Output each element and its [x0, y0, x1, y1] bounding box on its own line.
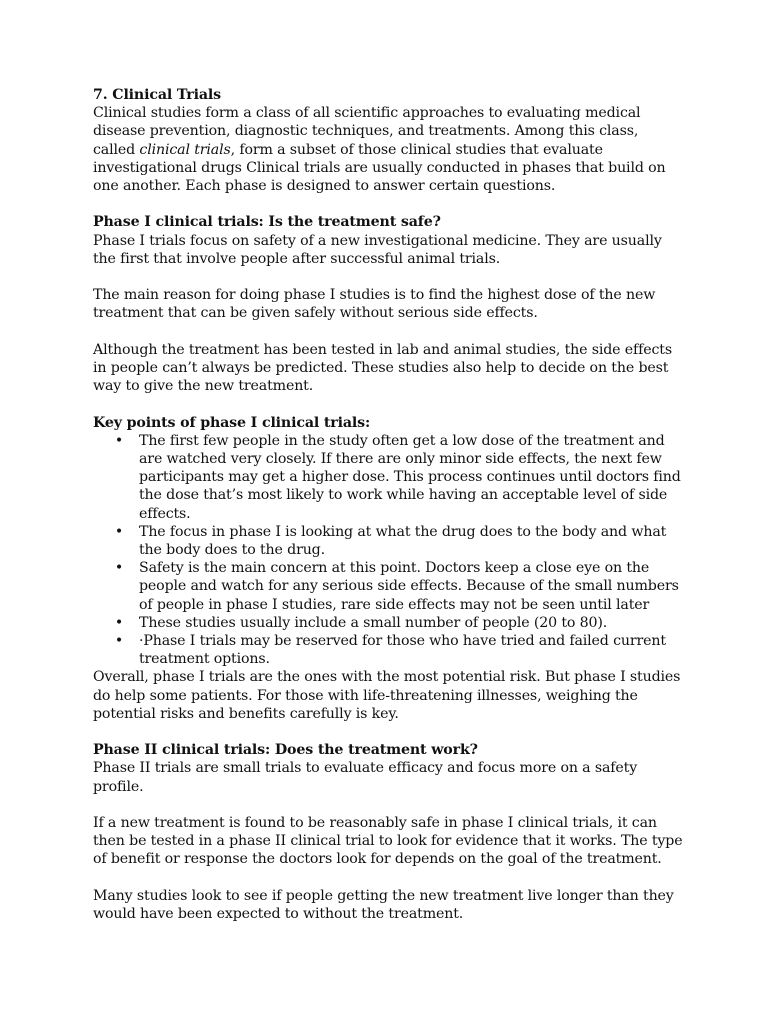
bullet-icon: • — [114, 560, 124, 577]
list-item — [93, 614, 683, 632]
document-page — [93, 86, 683, 941]
phase1-paragraph-2: The main reason for doing phase I studies is to find the highest dose of the new treatment that can be given safely without serious side effects. — [93, 287, 656, 322]
list-item-text: ·Phase I trials may be reserved for those who have tried and failed current treatment options. — [139, 633, 666, 668]
bullet-icon: • — [114, 523, 124, 540]
phase1-intro — [93, 213, 683, 268]
intro-text-part2: , form a subset of those clinical studies that evaluate investigational drugs Clinical trials are usually conducted in phases that build on one another. Each phase is designed to answer certain questions. — [93, 141, 666, 195]
phase2-paragraph-3: Many studies look to see if people getting the new treatment live longer than they would have been expected to without the treatment. — [93, 887, 674, 923]
phase2-paragraph-1: Phase II trials are small trials to evaluate efficacy and focus more on a safety profile. — [93, 760, 638, 795]
bullet-icon: • — [114, 633, 124, 650]
list-item-text: The focus in phase I is looking at what the drug does to the body and what the body does to the drug. — [139, 523, 667, 559]
list-item — [93, 632, 683, 668]
phase2-intro — [93, 741, 683, 796]
phase1-key-points — [93, 414, 683, 669]
list-item — [93, 559, 683, 614]
key-points-heading: Key points of phase I clinical trials: — [93, 414, 371, 431]
section-title: 7. Clinical Trials — [93, 87, 221, 103]
phase2-heading: Phase II clinical trials: Does the treatment work? — [93, 742, 478, 759]
intro-text-part1: Clinical studies form a class of all scientific approaches to evaluating medical disease prevention, diagnostic techniques, and treatments. Among this class, called — [93, 105, 641, 158]
list-item-text: These studies usually include a small number of people (20 to 80). — [139, 614, 608, 631]
phase2-paragraph-2: If a new treatment is found to be reasonably safe in phase I clinical trials, it can then be tested in a phase II clinical trial to look for evidence that it works. The type of benefit or response the doctors look for depends on the goal of the treatment. — [93, 815, 683, 868]
list-item — [93, 523, 683, 559]
phase1-paragraph-3: Although the treatment has been tested in lab and animal studies, the side effects in people can’t always be predicted. These studies also help to decide on the best way to give the new treatment. — [93, 341, 672, 395]
intro-italic-term: clinical trials — [139, 141, 231, 158]
bullet-icon: • — [114, 614, 124, 631]
phase1-paragraph-1: Phase I trials focus on safety of a new investigational medicine. They are usually the first that involve people after successful animal trials. — [93, 232, 662, 267]
bullet-icon: • — [114, 432, 124, 449]
key-points-list — [93, 432, 683, 669]
intro-section — [93, 86, 683, 195]
phase1-summary: Overall, phase I trials are the ones with the most potential risk. But phase I studies do help some patients. For those with life-threatening illnesses, weighing the potential risks and benefits carefully is key. — [93, 669, 681, 722]
phase1-heading: Phase I clinical trials: Is the treatment safe? — [93, 214, 441, 231]
list-item-text: Safety is the main concern at this point. Doctors keep a close eye on the people and watch for any serious side effects. Because of the small numbers of people in phase I studies, rare side effects may not be seen until later — [139, 560, 679, 613]
list-item — [93, 432, 683, 523]
list-item-text: The first few people in the study often get a low dose of the treatment and are watched very closely. If there are only minor side effects, the next few participants may get a higher dose. This process continues until doctors find the dose that’s most likely to work while having an acceptable level of side effects. — [139, 432, 681, 522]
